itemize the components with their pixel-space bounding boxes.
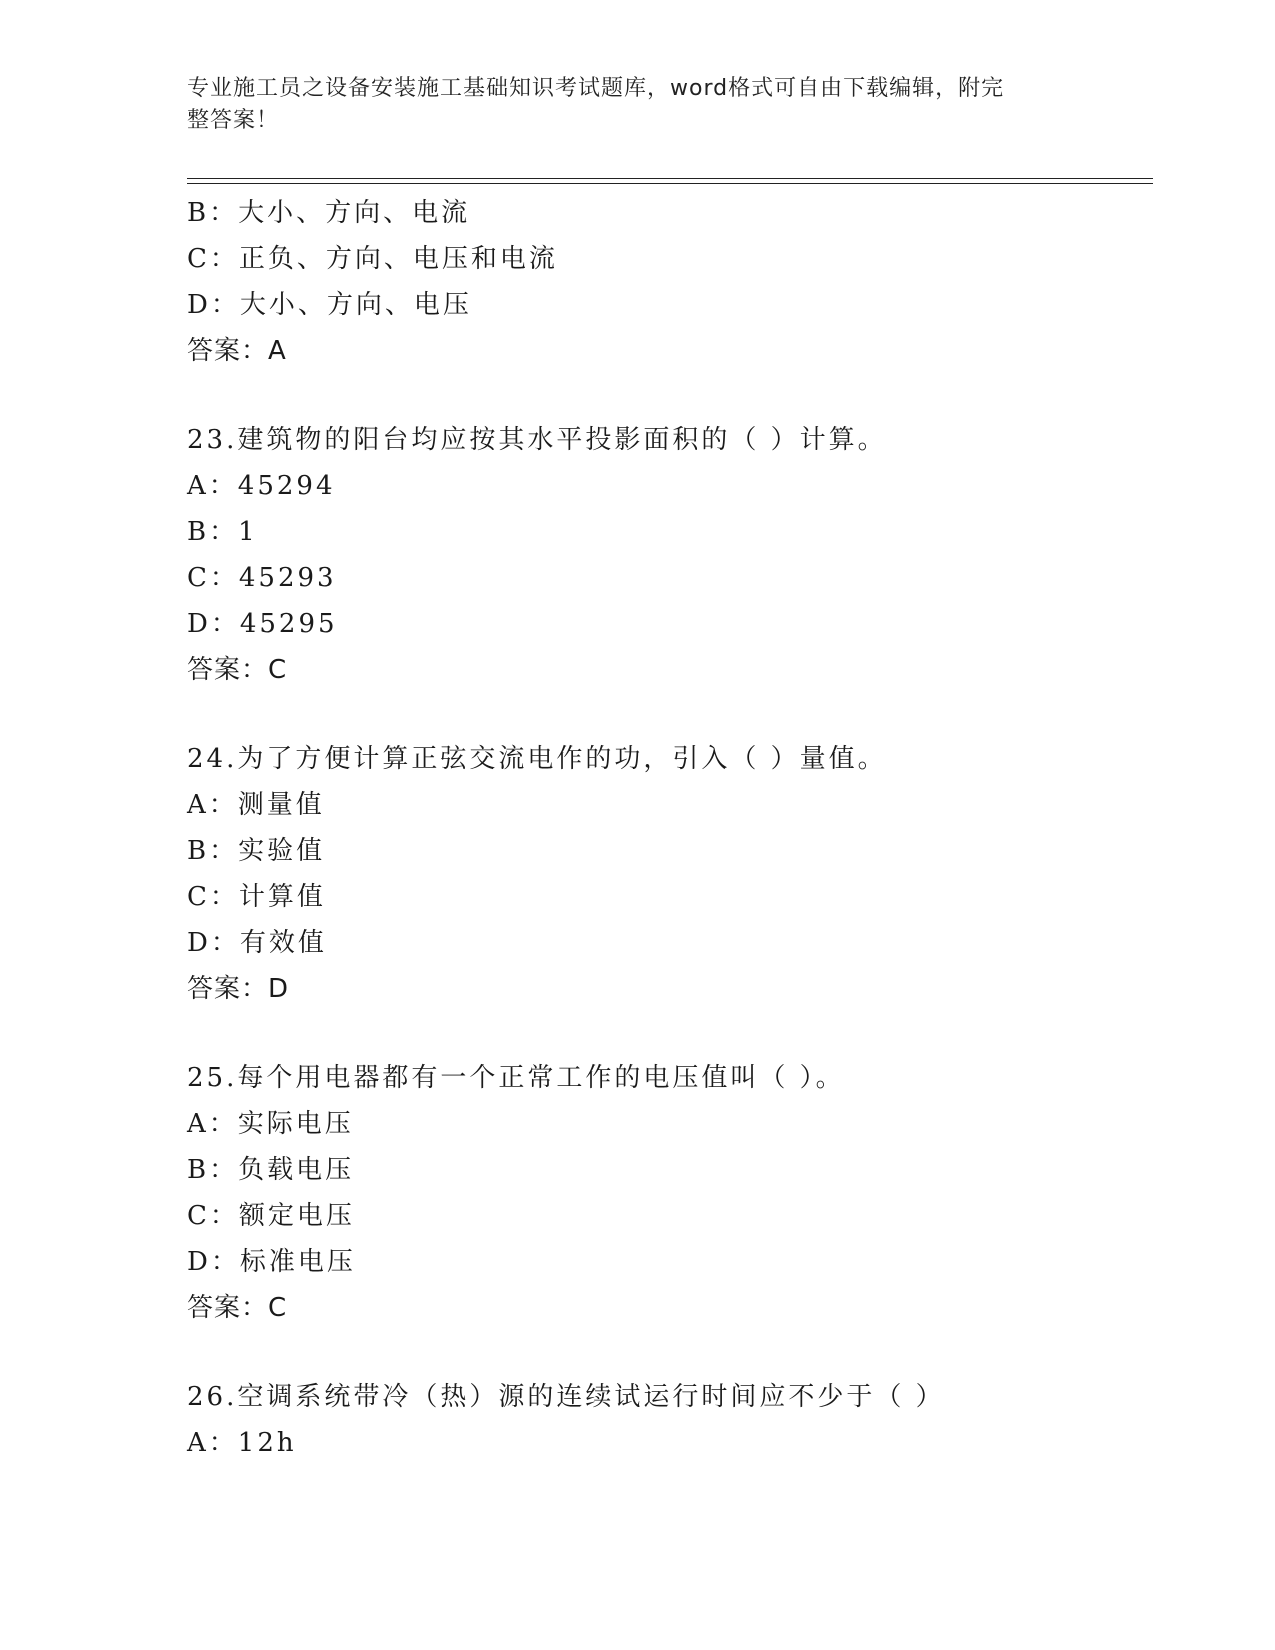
option-a: A：45294	[187, 471, 336, 501]
option-b: B：大小、方向、电流	[187, 198, 471, 228]
question-26	[187, 1374, 1153, 1466]
question-23	[187, 417, 1153, 693]
document-header	[187, 73, 1067, 137]
option-c: C：正负、方向、电压和电流	[187, 244, 558, 274]
question-stem: 26.空调系统带冷（热）源的连续试运行时间应不少于（ ）	[187, 1382, 945, 1412]
option-d: D：45295	[187, 609, 338, 639]
question-stem: 25.每个用电器都有一个正常工作的电压值叫（ ）。	[187, 1063, 845, 1093]
option-a: A：12h	[187, 1428, 297, 1458]
question-stem: 24.为了方便计算正弦交流电作的功，引入（ ）量值。	[187, 744, 887, 774]
answer: 答案：C	[187, 1293, 288, 1323]
option-a: A：测量值	[187, 790, 325, 820]
answer: 答案：A	[187, 336, 287, 366]
option-c: C：额定电压	[187, 1201, 355, 1231]
option-d: D：大小、方向、电压	[187, 290, 472, 320]
option-c: C：计算值	[187, 882, 326, 912]
header-line-1: 专业施工员之设备安装施工基础知识考试题库，word格式可自由下载编辑，附完	[187, 76, 1005, 101]
header-line-2: 整答案！	[187, 108, 280, 133]
question-list	[187, 190, 1153, 1466]
option-a: A：实际电压	[187, 1109, 354, 1139]
question-22-tail	[187, 190, 1153, 374]
header-rule-top	[187, 178, 1153, 179]
option-b: B：1	[187, 517, 258, 547]
question-stem: 23.建筑物的阳台均应按其水平投影面积的（ ）计算。	[187, 425, 887, 455]
option-d: D：有效值	[187, 928, 327, 958]
answer: 答案：C	[187, 655, 288, 685]
option-b: B：实验值	[187, 836, 326, 866]
question-24	[187, 736, 1153, 1012]
question-25	[187, 1055, 1153, 1331]
option-c: C：45293	[187, 563, 337, 593]
answer: 答案：D	[187, 974, 290, 1004]
option-b: B：负载电压	[187, 1155, 355, 1185]
header-rule-bottom	[187, 183, 1153, 184]
option-d: D：标准电压	[187, 1247, 356, 1277]
